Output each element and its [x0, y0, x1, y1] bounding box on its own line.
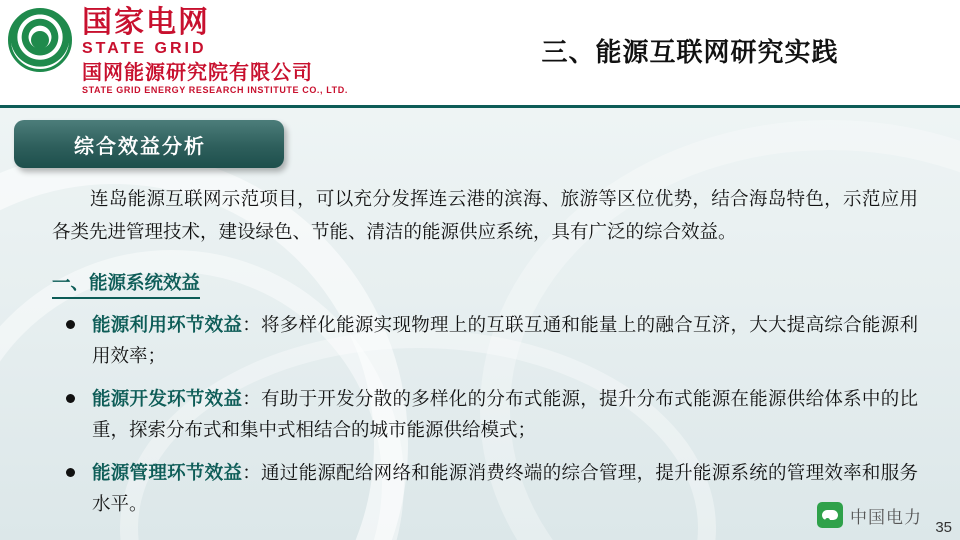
- section-badge-label: 综合效益分析: [74, 135, 206, 158]
- bullet-dot-icon: [66, 394, 75, 403]
- slide-body: [52, 182, 918, 531]
- slide-header: [0, 0, 960, 105]
- bullet-dot-icon: [66, 320, 75, 329]
- logo-text-block: [82, 6, 348, 96]
- institute-name-en: STATE GRID ENERGY RESEARCH INSTITUTE CO., LTD.: [82, 85, 348, 95]
- watermark-label: 中国电力: [850, 507, 922, 527]
- section-badge: [14, 120, 284, 168]
- page-title: 三、能源互联网研究实践: [541, 37, 839, 67]
- brand-name-cn: 国家电网: [82, 6, 210, 39]
- watermark: [817, 502, 922, 528]
- subhead-wrapper: [52, 260, 918, 305]
- state-grid-emblem-icon: [8, 8, 72, 72]
- bullet-text: ：将多样化能源实现物理上的互联互通和能量上的融合互济，大大提高综合能源利用效率；: [92, 314, 918, 366]
- bullet-text: ：通过能源配给网络和能源消费终端的综合管理，提升能源系统的管理效率和服务水平。: [92, 462, 918, 514]
- bullet-text: ：有助于开发分散的多样化的分布式能源，提升分布式能源在能源供给体系中的比重，探索分布式和集中式相结合的城市能源供给模式；: [92, 388, 918, 440]
- intro-paragraph: 连岛能源互联网示范项目，可以充分发挥连云港的滨海、旅游等区位优势，结合海岛特色，示范应用各类先进管理技术，建设绿色、节能、清洁的能源供应系统，具有广泛的综合效益。: [52, 188, 918, 242]
- subsection-heading: 一、能源系统效益: [52, 270, 200, 299]
- header-divider: [0, 105, 960, 108]
- bullet-lead: 能源开发环节效益: [92, 388, 243, 409]
- page-number: 35: [935, 519, 952, 536]
- institute-name-cn: 国网能源研究院有限公司: [82, 62, 313, 84]
- bullet-lead: 能源管理环节效益: [92, 462, 243, 483]
- bullet-dot-icon: [66, 468, 75, 477]
- bullet-list: [52, 309, 918, 519]
- state-grid-logo: [8, 6, 348, 96]
- list-item: [52, 383, 918, 445]
- brand-name-en: STATE GRID: [82, 40, 207, 57]
- wechat-icon: [817, 502, 843, 528]
- list-item: [52, 457, 918, 519]
- list-item: [52, 309, 918, 371]
- bullet-lead: 能源利用环节效益: [92, 314, 243, 335]
